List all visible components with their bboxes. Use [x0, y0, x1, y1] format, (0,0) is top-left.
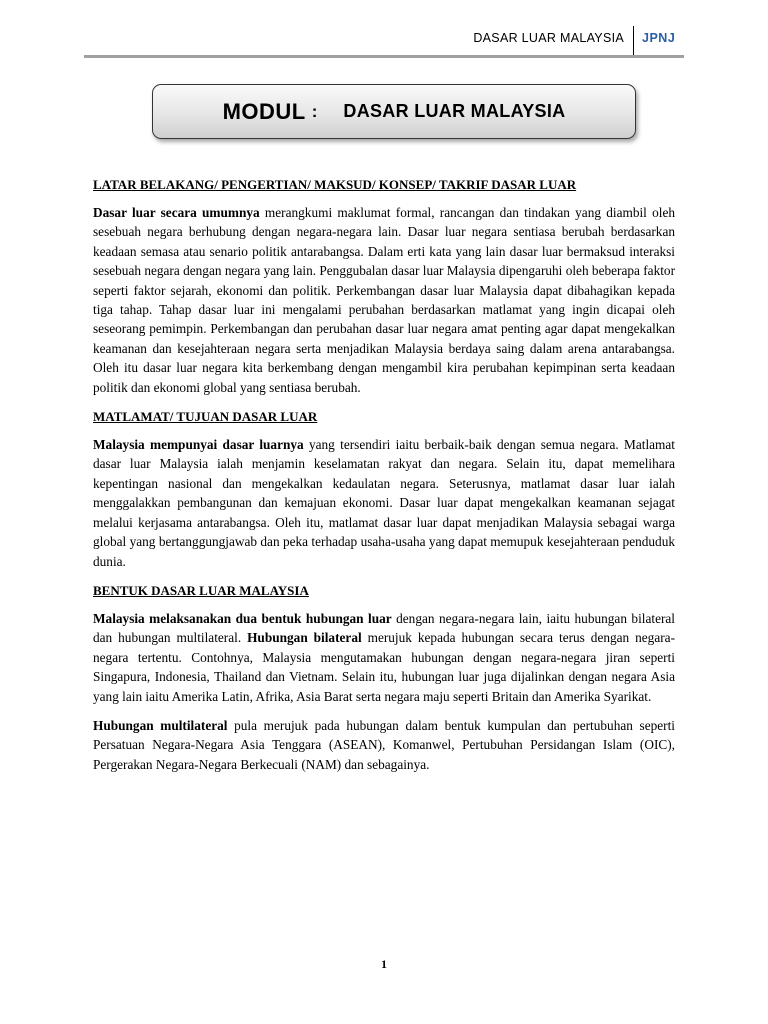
header-divider [633, 26, 634, 56]
paragraph-text: yang tersendiri iaitu berbaik-baik dengan semua negara. Matlamat dasar luar Malaysia ialah menjamin keselamatan rakyat dan negara. Selain itu, dapat memelihara kepentingan nasional dan mengekalkan kedaulatan negara. Seterusnya, matlamat dasar luar ialah menggalakkan pembangunan dan kemajuan ekonomi. Dasar luar dapat mengekalkan keamanan sejagat melalui kerjasama antarabangsa. Oleh itu, matlamat dasar luar dapat menjadikan Malaysia sebagai warga global yang bertanggungjawab dan peka terhadap usaha-usaha yang dapat memupuk kesejahteraan penduduk dunia. [93, 437, 675, 569]
paragraph-text: dengan negara-negara lain, iaitu hubungan bilateral dan hubungan multilateral. [93, 610, 675, 646]
header-title: DASAR LUAR MALAYSIA [473, 31, 624, 45]
paragraph-text: pula merujuk pada hubungan dalam bentuk kumpulan dan pertubuhan seperti Persatuan Negara-Negara Asia Tenggara (ASEAN), Komanwel, Pertubuhan Persidangan Islam (OIC), Pergerakan Negara-Negara Berkecuali (NAM) dan sebagainya. [93, 717, 675, 772]
section-heading-bentuk: BENTUK DASAR LUAR MALAYSIA [93, 582, 309, 598]
paragraph-lead: Hubungan multilateral [93, 717, 228, 733]
paragraph-text-bilateral: merujuk kepada hubungan secara terus dengan negara-negara tertentu. Contohnya, Malaysia mengutamakan hubungan dengan negara-negara jiran seperti Singapura, Indonesia, Thailand dan Vietnam. Selain itu, hubungan luar juga dijalinkan dengan negara Asia yang lain iaitu Amerika Latin, Afrika, Asia Barat serta negara maju seperti Britain dan Amerika Syarikat. [93, 630, 675, 704]
paragraph-lead: Malaysia mempunyai dasar luarnya [93, 437, 304, 453]
paragraph-bentuk-multilateral [93, 716, 675, 774]
paragraph-lead-bilateral: Hubungan bilateral [247, 630, 362, 646]
page-number: 1 [381, 957, 387, 971]
module-colon: : [311, 101, 318, 121]
paragraph-bentuk-bilateral [93, 609, 675, 706]
document-body [93, 175, 675, 784]
header-rule [84, 55, 684, 58]
header-tag: JPNJ [642, 31, 676, 45]
section-heading-matlamat: MATLAMAT/ TUJUAN DASAR LUAR [93, 409, 318, 425]
section-heading-latar-belakang: LATAR BELAKANG/ PENGERTIAN/ MAKSUD/ KONSEP/ TAKRIF DASAR LUAR [93, 177, 577, 192]
module-subtitle: DASAR LUAR MALAYSIA [343, 101, 566, 121]
paragraph-lead: Malaysia melaksanakan dua bentuk hubungan luar [93, 610, 392, 626]
paragraph-matlamat [93, 435, 675, 571]
module-title-box [152, 84, 636, 139]
paragraph-latar-belakang [93, 203, 675, 397]
paragraph-lead: Dasar luar secara umumnya [93, 205, 260, 220]
paragraph-text: merangkumi maklumat formal, rancangan dan tindakan yang diambil oleh sesebuah negara berhubung dengan negara-negara lain. Dasar luar negara sentiasa berubah berdasarkan keadaan semasa atau senario politik antarabangsa. Dalam erti kata yang lain dasar luar bermaksud interaksi sesebuah negara dengan negara yang lain. Penggubalan dasar luar Malaysia dipengaruhi oleh beberapa faktor seperti faktor sejarah, ekonomi dan politik. Perkembangan dasar luar Malaysia dapat dibahagikan kepada tiga tahap. Tahap dasar luar ini mengalami perubahan berdasarkan matlamat yang ingin dicapai oleh seseorang pemimpin. Perkembangan dan perubahan dasar luar negara amat penting agar dapat mengekalkan keamanan dan kesejahteraan negara serta menjadikan Malaysia berdaya saing dalam arena antarabangsa. Oleh itu dasar luar negara kita berkembang dengan mengambil kira perubahan kepimpinan serta keadaan politik dan ekonomi global yang sentiasa berubah. [93, 205, 676, 395]
module-label: MODUL [222, 98, 306, 124]
